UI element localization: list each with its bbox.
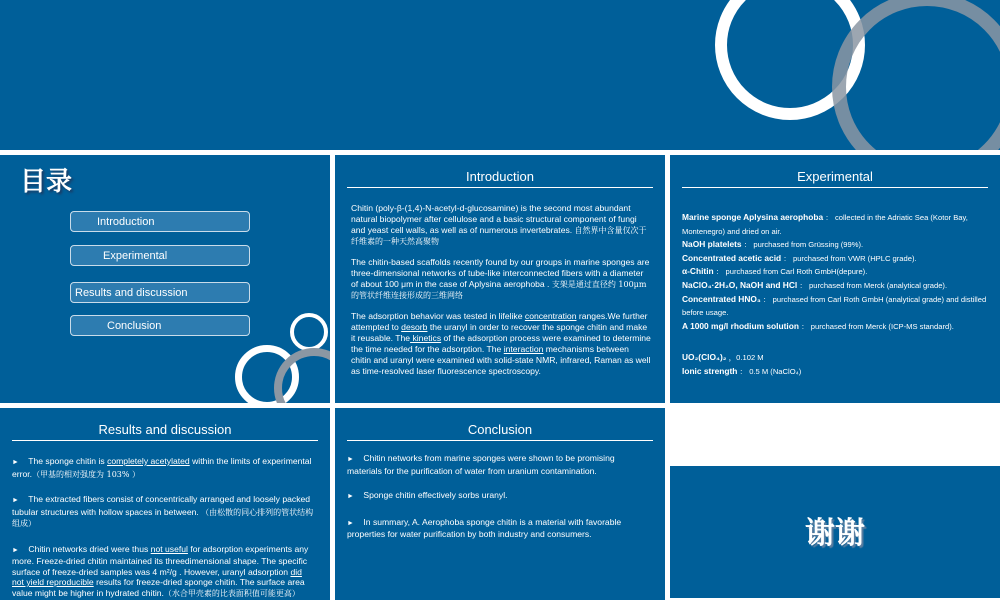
term-desorb: desorb <box>401 322 428 332</box>
intro-paragraph-1: Chitin (poly-β-(1,4)-N-acetyl-d-glucosamine) is the second most abundant natural biopolymer after cellulose and a basic structural component of fungi and yeast cell walls, as well as of numerous invertebrates. 自然界中含量仅次于纤维素的一种天然高聚物 <box>351 203 647 246</box>
material-row: NaClO₄·2H₂O, NaOH and HCl ： purchased from Merck (analytical grade). <box>682 279 948 290</box>
bullet-item: ► Chitin networks dried were thus not useful for adsorption experiments any more. Freeze-dried chitin maintained its threedimensional shape. The specific surface of freeze-dried samples was 4 m²/g . However, uranyl adsorption did not yield reproducible results for freeze-dried sponge chitin. The surface area value might be higher in hydrated chitin.（水合甲壳素的比表面积值可能更高） <box>12 543 309 598</box>
intro-paragraph-2: The chitin-based scaffolds recently found by our groups in marine sponges are three-dimensional networks of tube-like interconnected fibers with a diameter of about 100 μm in the case of Aplysina aerophoba . 支架是通过直径约 100μm 的管状纤维连接形成的三维网络 <box>351 257 650 300</box>
toc-ring-small <box>290 313 328 351</box>
material-row: α-Chitin ： purchased from Carl Roth GmbH(depure). <box>682 266 868 277</box>
materials-list <box>682 211 990 379</box>
banner-ring-gray <box>832 0 1000 150</box>
introduction-slide[interactable] <box>335 155 665 403</box>
arrow-bullet-icon: ► <box>347 519 354 527</box>
arrow-bullet-icon: ► <box>12 497 19 504</box>
toc-item-label: Experimental <box>103 250 168 262</box>
material-row: Concentrated acetic acid ： purchased from VWR (HPLC grade). <box>682 252 917 263</box>
bullet-item: ► The extracted fibers consist of concentrically arranged and loosely packed tubular structures with hollow spaces in between. （由松散的同心排列的管状结构组成） <box>12 494 314 528</box>
results-slide[interactable] <box>0 408 330 600</box>
thanks-slide[interactable] <box>670 408 1000 600</box>
uranyl-concentration: UO₂(ClO₄)₂ ，0.102 M <box>682 352 764 363</box>
toc-item-introduction[interactable] <box>70 211 250 232</box>
slide-heading: Conclusion <box>347 422 653 441</box>
results-bullets <box>12 456 316 600</box>
intro-paragraph-3: The adsorption behavior was tested in lifelike concentration ranges.We further attempted to desorb the uranyl in order to recover the sponge chitin and make it reusable. The kinetics of the adsorption process were examined to determine the time needed for the adsorption. The interaction mechanisms between chitin and uranyl were examined with solid-state NMR, infrared, Raman as well as time-resolved laser fluorescence spectroscopy. <box>351 311 651 376</box>
term-kinetics: kinetics <box>410 333 442 343</box>
arrow-bullet-icon: ► <box>12 546 19 554</box>
term-not-useful: not useful <box>150 543 188 554</box>
material-row: A 1000 mg/l rhodium solution ： purchased from Merck (ICP-MS standard). <box>682 320 954 331</box>
toc-item-conclusion[interactable] <box>70 315 250 336</box>
term-interaction: interaction <box>503 344 544 354</box>
material-row: Marine sponge Aplysina aerophoba ： collected in the Adriatic Sea (Kotor Bay, Montenegro) and dried on air. <box>682 212 968 236</box>
bullet-item: ► Sponge chitin effectively sorbs uranyl. <box>347 490 651 503</box>
thanks-text: 谢谢 <box>805 517 865 550</box>
bullet-item: ► Chitin networks from marine sponges were shown to be promising materials for the purification of water from uranium contamination. <box>347 453 615 476</box>
material-row: NaOH platelets ： purchased from Grüssing (99%). <box>682 239 864 250</box>
toc-item-results[interactable] <box>70 282 250 303</box>
material-row: Concentrated HNO₃ ： purchased from Carl Roth GmbH (analytical grade) and distilled before usage. <box>682 293 987 318</box>
toc-item-label: Results and discussion <box>75 287 188 299</box>
title-slide-banner[interactable] <box>0 0 1000 150</box>
ionic-strength: Ionic strength ： 0.5 M (NaClO₄) <box>682 365 802 376</box>
toc-slide[interactable] <box>0 155 330 403</box>
arrow-bullet-icon: ► <box>347 493 354 500</box>
bullet-item: ► The sponge chitin is completely acetylated within the limits of experimental error.（甲基的相对强度为 103% ） <box>12 456 312 479</box>
term-completely-acetylated: completely acetylated <box>107 456 190 466</box>
conclusion-bullets <box>347 453 651 554</box>
experimental-slide[interactable] <box>670 155 1000 403</box>
slide-heading: Results and discussion <box>12 422 318 441</box>
term-concentration: concentration <box>524 311 577 321</box>
slide-heading: Introduction <box>347 169 653 188</box>
conclusion-slide[interactable] <box>335 408 665 600</box>
toc-item-experimental[interactable] <box>70 245 250 266</box>
toc-title: 目录 <box>20 166 73 196</box>
bullet-item: ► In summary, A. Aerophoba sponge chitin is a material with favorable properties for water purification by both industry and consumers. <box>347 516 622 539</box>
introduction-body <box>351 203 651 387</box>
toc-item-label: Conclusion <box>107 320 162 332</box>
toc-item-label: Introduction <box>97 216 155 228</box>
slide-heading: Experimental <box>682 169 988 188</box>
term-not-reproducible: did not yield reproducible <box>12 566 302 587</box>
arrow-bullet-icon: ► <box>12 459 19 466</box>
arrow-bullet-icon: ► <box>347 456 354 463</box>
